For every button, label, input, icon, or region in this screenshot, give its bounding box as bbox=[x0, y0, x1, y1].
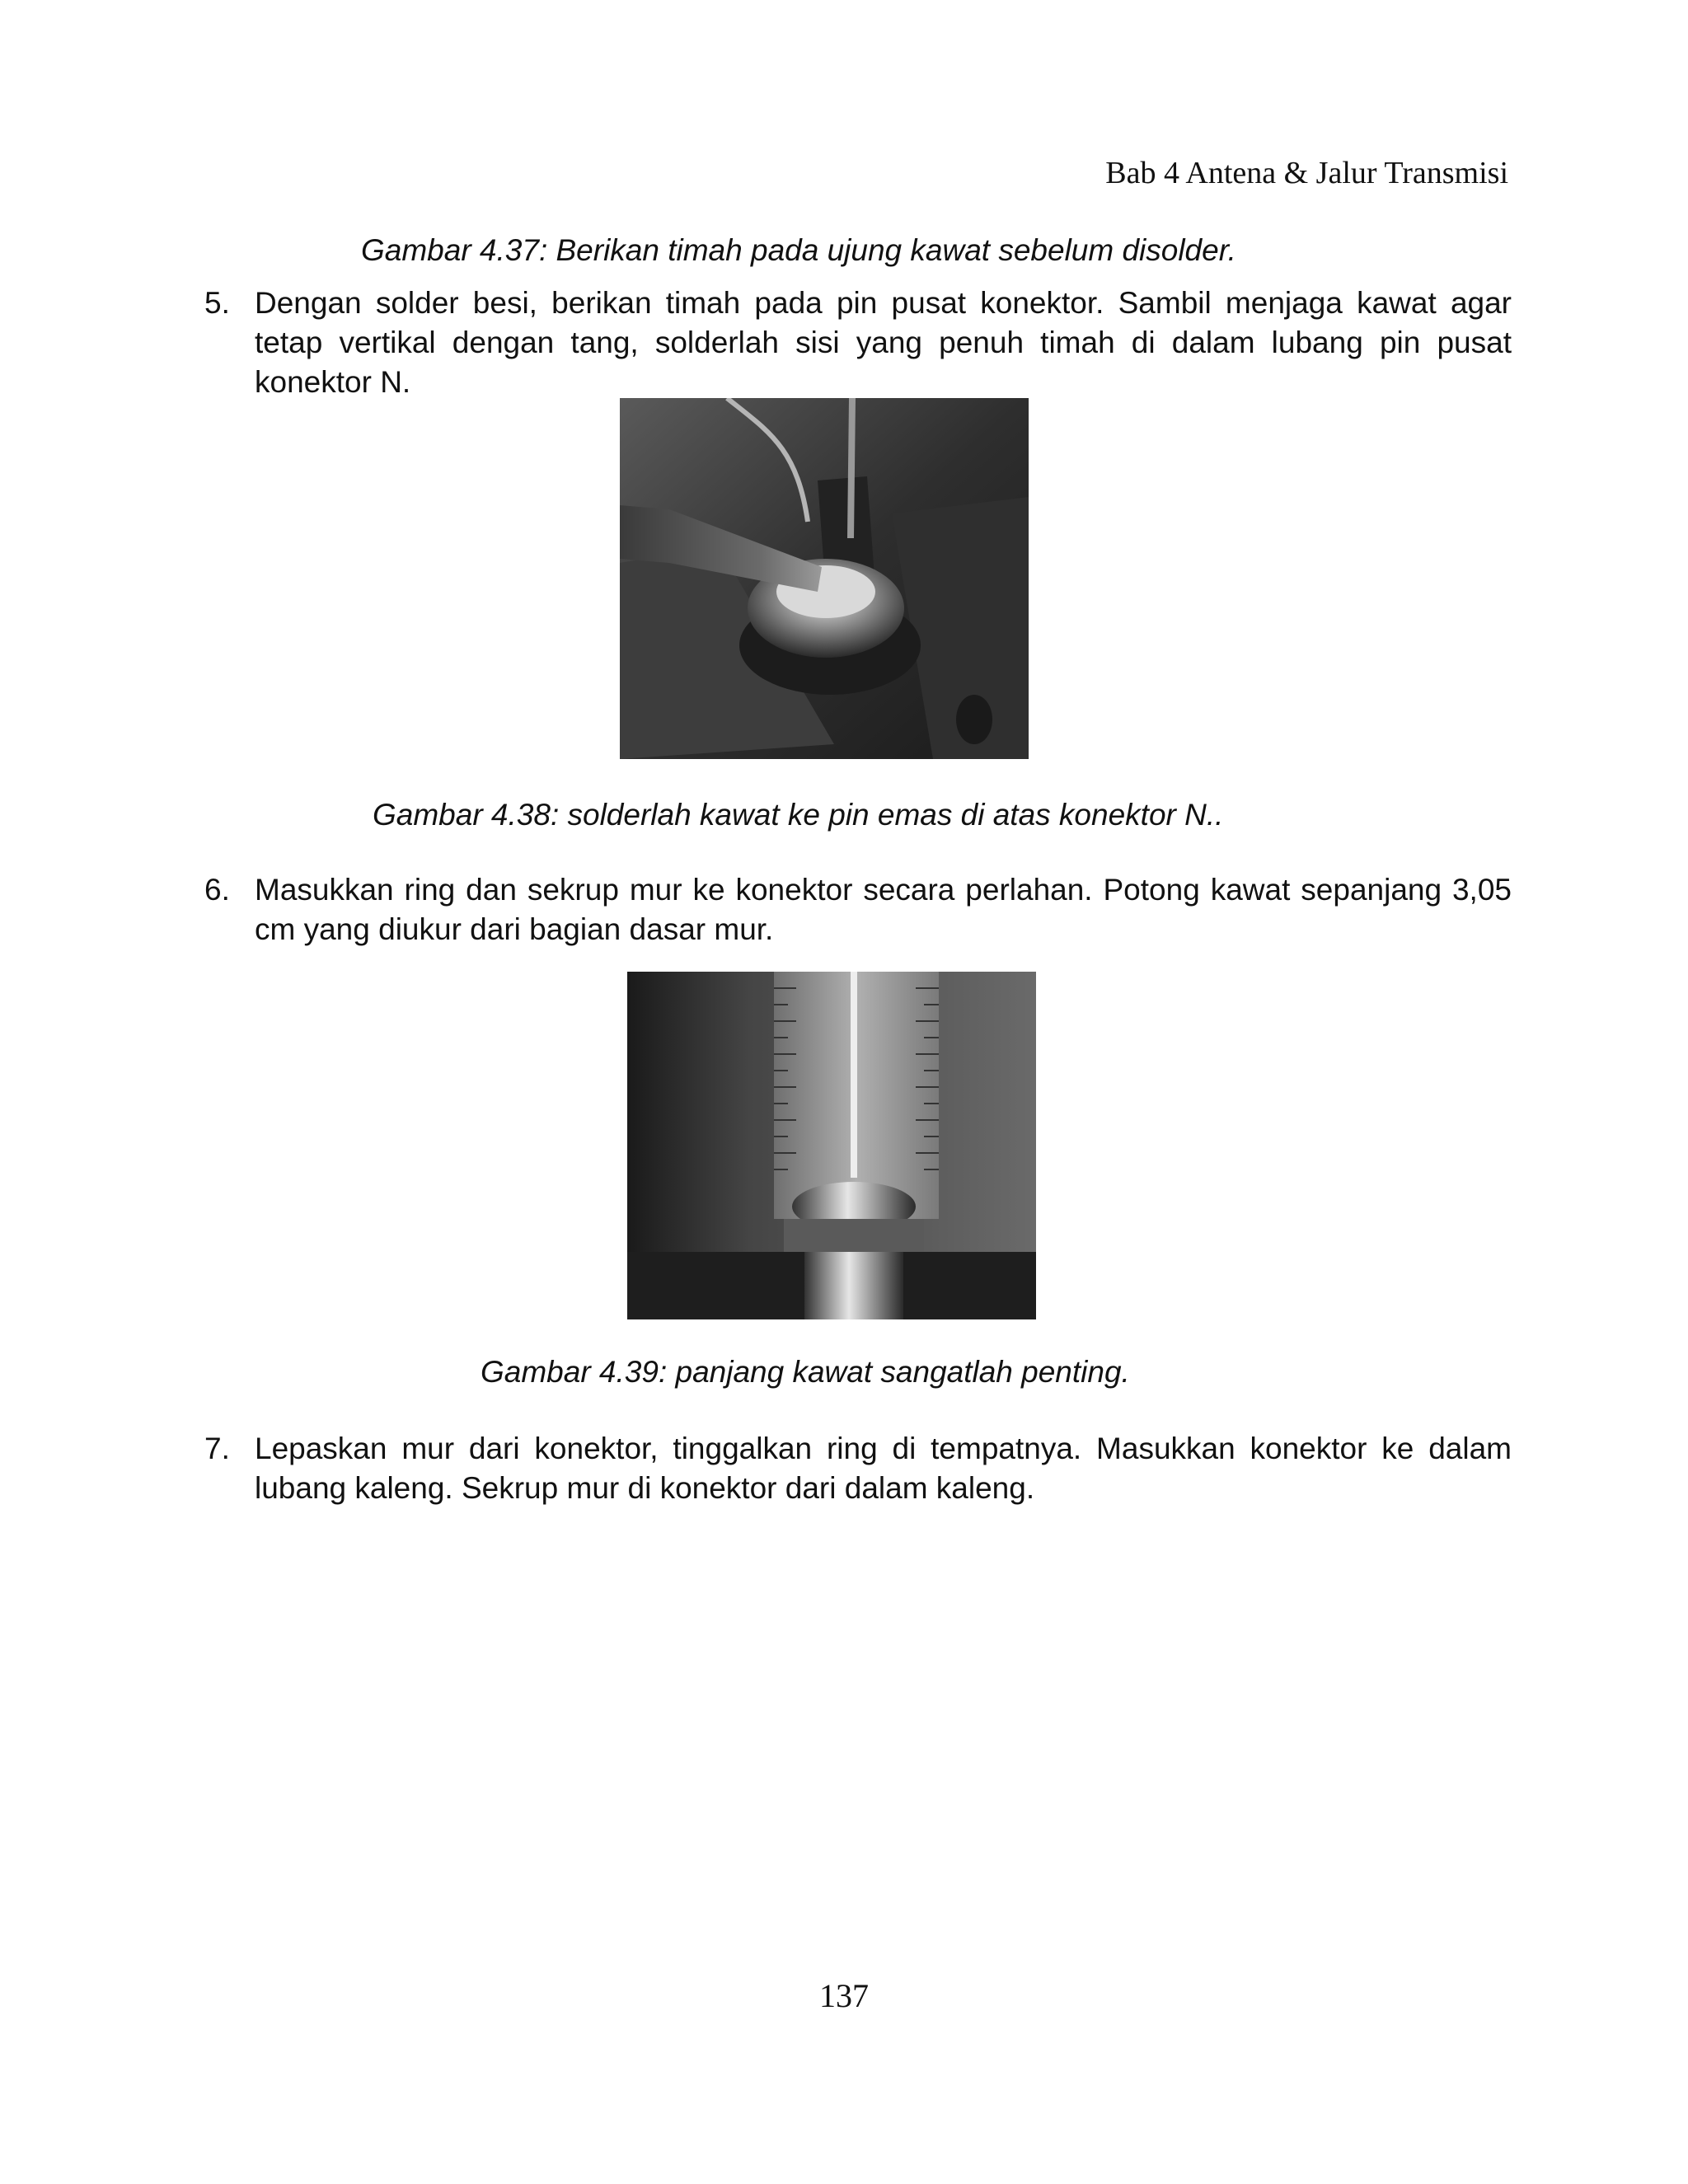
step-5 bbox=[204, 284, 1512, 402]
photo-ruler-wire-measurement bbox=[627, 972, 1036, 1319]
step-number: 6. bbox=[204, 873, 230, 907]
step-6 bbox=[204, 870, 1512, 949]
step-text: Dengan solder besi, berikan timah pada pin pusat konektor. Sambil menjaga kawat agar tetap vertikal dengan tang, solderlah sisi yang penuh timah di dalam lubang pin pusat konektor N. bbox=[255, 286, 1512, 399]
step-text: Lepaskan mur dari konektor, tinggalkan ring di tempatnya. Masukkan konektor ke dalam lubang kaleng. Sekrup mur di konektor dari dalam kaleng. bbox=[255, 1432, 1512, 1505]
caption-figure-4-38: Gambar 4.38: solderlah kawat ke pin emas di atas konektor N.. bbox=[373, 798, 1224, 832]
caption-figure-4-37: Gambar 4.37: Berikan timah pada ujung kawat sebelum disolder. bbox=[361, 233, 1236, 267]
step-number: 5. bbox=[204, 286, 230, 320]
photo-soldering-connector bbox=[620, 398, 1029, 759]
step-7 bbox=[204, 1429, 1512, 1508]
step-text: Masukkan ring dan sekrup mur ke konektor secara perlahan. Potong kawat sepanjang 3,05 cm yang diukur dari bagian dasar mur. bbox=[255, 873, 1512, 946]
running-head: Bab 4 Antena & Jalur Transmisi bbox=[1105, 156, 1508, 190]
page-number: 137 bbox=[819, 1977, 869, 2014]
caption-figure-4-39: Gambar 4.39: panjang kawat sangatlah penting. bbox=[481, 1355, 1130, 1389]
step-number: 7. bbox=[204, 1432, 230, 1465]
